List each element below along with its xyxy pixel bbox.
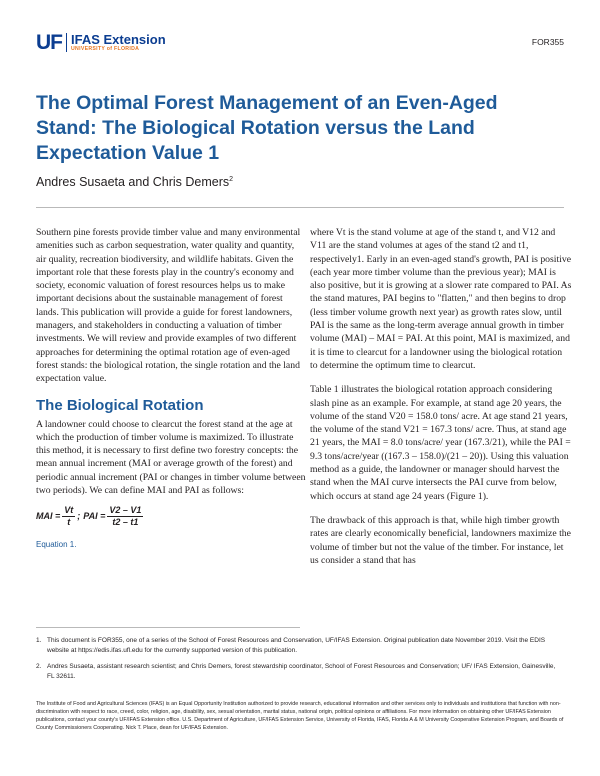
right-paragraph-2: Table 1 illustrates the biological rotation approach considering slash pine as an example. For example, at stand age 20 years, the volume of the stand V20 = 158.0 tons/ acre. At age stand 21 years, the volume of the stand V21 = 167.3 tons/ acre. Thus, at stand age 21 years, the MAI = 8.0 tons/acre/ year (167.3/21), while the PAI = 9.3 tons/acre/year ((167.3 – 158.0)/(21 – 20)). Using this valuation method as a guide, the landowner or manager should harvest the stand when the MAI curve intersects the PAI curve from below, which occurs at stand age 24 years (Figure 1). xyxy=(310,384,571,502)
right-paragraph-1: where Vt is the stand volume at age of the stand t, and V12 and V11 are the stand volumes at ages of the stand t2 and t1, respectively1. Early in an even-aged stand's growth, PAI is positive (each year more timber volume than the previous year); MAI is also positive, but it is growing at a slower rate compared to PAI. As the stand matures, PAI begins to "flatten," and then begins to drop (less timber volume growth next year) as growth rates slow, until PAI is the same as the long-term average annual growth in timber volume (MAI) – MAI = PAI. At this point, MAI is maximized, and it is time to clearcut for a landowner using the biological rotation to determine the optimum time to clearcut. xyxy=(310,227,572,371)
authors xyxy=(36,175,233,189)
logo-name: IFAS Extension xyxy=(71,32,166,47)
page-header xyxy=(36,32,564,58)
equation-caption: Equation 1. xyxy=(36,540,77,550)
document-id: FOR355 xyxy=(531,37,564,47)
footnote-text: This document is FOR355, one of a series of the School of Forest Resources and Conservation, UF/IFAS Extension. Original publication date November 2019. Visit the EDIS website at https://edis.ifas.ufl.edu for the currently supported version of this publication. xyxy=(47,637,546,654)
title-divider xyxy=(36,207,564,208)
equation-separator: ; xyxy=(77,511,81,522)
footnote-number: 2. xyxy=(36,663,42,670)
right-paragraph-3: The drawback of this approach is that, while high timber growth rates are clearly economically beneficial, landowners maximize the volume of timber but not the value of the timber. For instance, let us consider a stand that has xyxy=(310,514,571,566)
intro-paragraph: Southern pine forests provide timber value and many environmental amenities such as carbon sequestration, water quality and quantity, air quality, recreation biodiversity, and wildlife habitats. Given the important role that these forests play in the country's economy and society, economic valuation of forest resources helps us to make important decisions about the sustainable management of forest lands. This publication will provide a guide for forest landowners, managers, and stakeholders in conducting a valuation of timber investments. We will review and provide examples of two different approaches for determining the optimal rotation age of even-aged forest stands: the biological rotation, the single rotation and the land expectation value. xyxy=(36,227,301,385)
authors-names: Andres Susaeta and Chris Demers xyxy=(36,175,230,189)
logo-text xyxy=(71,33,166,53)
pai-numerator: V2 – V1 xyxy=(109,505,142,516)
footnote-divider xyxy=(36,627,300,628)
uf-ifas-logo xyxy=(36,32,166,53)
pai-denominator: t2 – t1 xyxy=(112,517,139,528)
footnote-number: 1. xyxy=(36,637,42,644)
section-heading: The Biological Rotation xyxy=(36,396,204,414)
pai-label: PAI = xyxy=(83,511,106,522)
pai-fraction xyxy=(107,505,143,528)
footnote xyxy=(36,662,564,681)
footnote xyxy=(36,636,564,655)
equation-1 xyxy=(36,505,306,528)
section-paragraph: A landowner could choose to clearcut the forest stand at the age at which the production of timber volume is maximized. To illustrate this method, it is necessary to first define two forestry concepts: the mean annual increment (MAI or average growth of the forest) and periodic annual increment (PAI or changes in timber volume between two periods). We can define MAI and PAI as follows: xyxy=(36,418,306,497)
mai-numerator: Vt xyxy=(64,505,74,516)
footnote-text: Andres Susaeta, assistant research scientist; and Chris Demers, forest stewardship coordinator, School of Forest Resources and Conservation; UF/ IFAS Extension, Gainesville, FL 32611. xyxy=(47,663,556,680)
document-title: The Optimal Forest Management of an Even-Aged Stand: The Biological Rotation versus the Land Expectation Value 1 xyxy=(36,92,498,164)
left-column xyxy=(36,226,306,552)
mai-denominator: t xyxy=(67,517,71,528)
logo-mark: UF xyxy=(36,31,62,54)
authors-footnote-mark: 2 xyxy=(229,175,234,183)
footnotes xyxy=(36,636,564,688)
logo-divider xyxy=(66,33,67,52)
right-column xyxy=(310,226,572,567)
logo-subtitle: UNIVERSITY of FLORIDA xyxy=(71,46,140,52)
institutional-statement: The Institute of Food and Agricultural Sciences (IFAS) is an Equal Opportunity Institution authorized to provide research, educational information and other services only to individuals and institutions that function with non-discrimination with respect to race, creed, color, religion, age, disability, sex, sexual orientation, marital status, national origin, political opinions or affiliations. For more information on obtaining other UF/IFAS Extension publications, contact your county's UF/IFAS Extension office. U.S. Department of Agriculture, UF/IFAS Extension Service, University of Florida, IFAS, Florida A & M University Cooperative Extension Program, and Boards of County Commissioners Cooperating. Nick T. Place, dean for UF/IFAS Extension. xyxy=(36,701,564,731)
mai-label: MAI = xyxy=(36,511,61,522)
mai-fraction xyxy=(62,505,75,528)
